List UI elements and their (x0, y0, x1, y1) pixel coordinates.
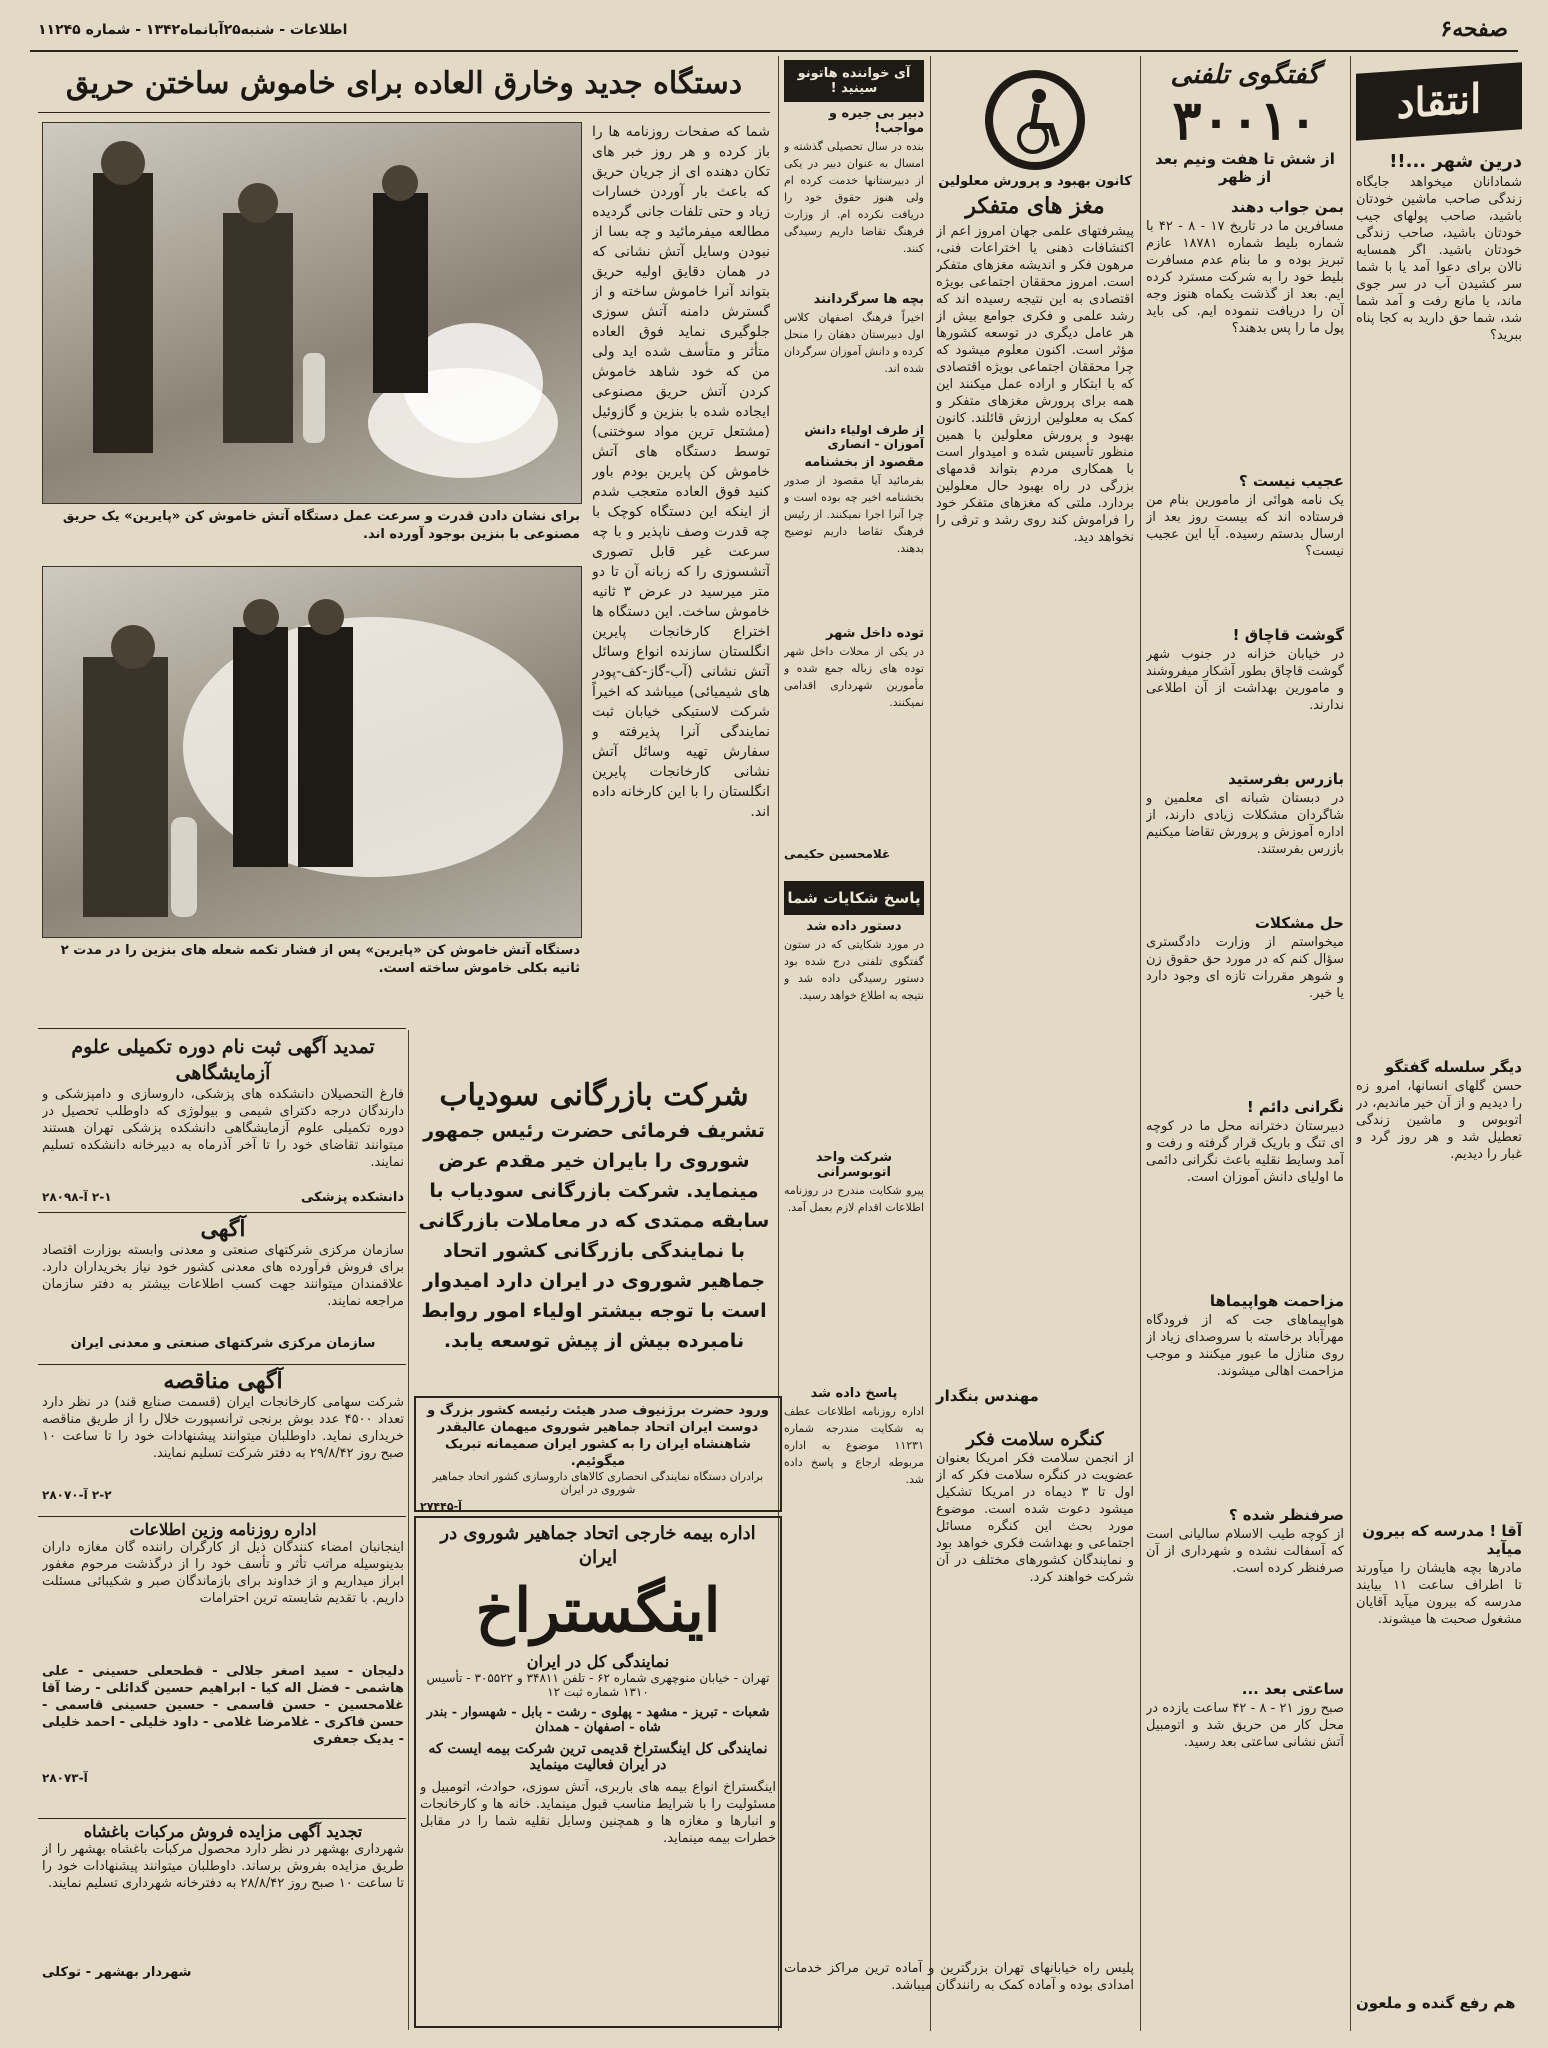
answers-title: پاسخ داده شد (810, 1386, 898, 1401)
tender-title: آگهی مناقصه (163, 1368, 283, 1394)
enteqad-item-title: آقا ! مدرسه که بیرون میآید (1362, 1522, 1522, 1558)
congress-body: از انجمن سلامت فکر امریکا بعنوان عضویت در کنگره سلامت فکر که از اول تا ۳ دیماه در امریکا تشکیل میشود دعوت شده است. موضوع مورد بحث این کنگره مسائل اجتماعی و بهداشت فکری خواهد بود و نمایندگان کشورهای مختلف در آن شرکت خواهند کرد. (936, 1451, 1134, 1585)
main-headline-rule (38, 112, 770, 113)
insurance-address: تهران - خیابان منوچهری شماره ۶۲ - تلفن ۳۴۸۱۱ و ۳۰۵۵۲۲ - تأسیس ۱۳۱۰ شماره ثبت ۱۲ (426, 1671, 770, 1699)
renewal-code: ۲-۱ آ-۲۸۰۹۸ (42, 1190, 112, 1204)
phone-item-text: هواپیماهای جت که از فرودگاه مهرآباد برخاسته با سروصدای زیاد از روی منازل ما عبور میکنند و موجب مزاحمت اهالی میشوند. (1146, 1313, 1344, 1379)
insurance-branches: شعبات - تبریز - مشهد - پهلوی - رشت - بابل - شهسوار - بندر شاه - اصفهان - همدان (426, 1705, 770, 1735)
photo-caption-2: دستگاه آتش خاموش کن «پایرین» پس از فشار تکمه شعله های بنزین را در مدت ۲ ثانیه بکلی خاموش ساخته است. (60, 943, 580, 976)
obituary-names: دلیجان - سید اصغر جلالی - قطحعلی حسینی - علی هاشمی - فضل اله کیا - ابراهیم حسین گدائلی - رضا آقا غلامحسین - حسن قاسمی - حسین حسینی قاسمی - حسن فاکری - غلامرضا غلامی - داود خلیلی - احمد خلیلی - یدیک جعفری (42, 1664, 404, 1747)
intellect-signature: مهندس بنگدار (936, 1387, 1039, 1405)
tender-code: ۲-۲ آ-۲۸۰۷۰ (42, 1488, 112, 1502)
phone-number: ۳۰۰۱۰ (1172, 88, 1318, 152)
obituary-ad (42, 1520, 404, 1787)
wonder-sub-text: اخیراً فرهنگ اصفهان کلاس اول دبیرستان دهقان را منحل کرده و دانش آموزان سرگردان شده اند. (784, 311, 924, 375)
phone-item-title: گوشت قاچاق ! (1232, 626, 1344, 644)
auction-sign: شهردار بهشهر - توکلی (42, 1965, 192, 1980)
column-rule (408, 1030, 409, 2030)
phone-title: گفتگوی تلفنی (1170, 60, 1320, 90)
insurance-brand: اینگستراخ (475, 1576, 721, 1646)
phone-item-text: مسافرین ما در تاریخ ۱۷ - ۸ - ۴۲ با شماره بلیط شماره ۱۸۷۸۱ عازم تبریز بوده و ما بنام عدم مسافرت بلیط خود را به شرکت مسترد کرده ایم. بعد از گذشت یکماه هنوز وجه آن را دریافت ننموده ایم. کی باید پول ما را پس بدهند؟ (1146, 219, 1344, 336)
brezhnev-ad (414, 1396, 782, 1512)
column-rule (930, 56, 931, 2031)
wheelchair-icon (981, 66, 1089, 174)
phone-column (1146, 60, 1344, 2035)
congress-title: کنگره سلامت فکر (966, 1429, 1104, 1450)
notice-title: آگهی (200, 1216, 246, 1242)
phone-item-text: یک نامه هوائی از مامورین بنام من فرستاده اند که بیست روز بعد از ارسال بدستم رسیده. آیا این عجیب نیست؟ (1146, 493, 1344, 559)
soyuz-ad (414, 1076, 774, 1376)
phone-item-title: نگرانی دائم ! (1246, 1098, 1344, 1116)
enteqad-item-title: درین شهر ...!! (1389, 151, 1522, 172)
page-number: صفحه۶ (1440, 16, 1508, 42)
answers-title: دستور داده شد (806, 919, 902, 934)
intellect-org: کانون بهبود و پرورش معلولین (938, 174, 1132, 189)
wonder-sub-title: از طرف اولیاء دانش آموزان - انصاری (804, 423, 924, 451)
phone-item-text: در خیابان خزانه در جنوب شهر گوشت قاچاق بطور آشکار میفروشند و مامورین بهداشت از آن اطلاعی ندارند. (1146, 647, 1344, 713)
enteqad-logo: انتقاد (1356, 62, 1522, 141)
brezhnev-sign: برادران دستگاه نمایندگی انحصاری کالاهای داروسازی کشور اتحاد جماهیر شوروی در ایران (432, 1470, 764, 1496)
obituary-body: اینجانبان امضاء کنندگان ذیل از کارگران راننده گان مغازه داران بدینوسیله مراتب تأثر و تأسف خود را از درگذشت مرحوم مغفور ابراز میداریم و از خداوند برای بازماندگان صبر و شکیبائی مسئلت داریم. با تقدیم شایسته ترین احترامات (42, 1540, 404, 1606)
renewal-ad (42, 1034, 404, 1207)
phone-item-title: بازرس بفرستید (1228, 770, 1344, 788)
phone-item-title: عجیب نیست ؟ (1238, 472, 1344, 490)
obituary-code: آ-۲۸۰۷۳ (42, 1771, 88, 1785)
column-rule (1140, 56, 1141, 2031)
enteqad-item-text: حسن گلهای انسانها، امرو زه را دیدیم و از آن خیر ماندیم، در اتوبوس و ماشین زندگی تعطیل شد و هر روز گرد و غبار را دیدیم. (1356, 1079, 1522, 1162)
brezhnev-code: آ-۲۷۴۴۵ (420, 1500, 462, 1513)
auction-title: تجدید آگهی مزایده فروش مرکبات باغشاه (83, 1822, 363, 1841)
section-rule (38, 1028, 406, 1029)
wonder-sub-text: بنده در سال تحصیلی گذشته و امسال به عنوان دبیر در یکی از دبیرستانها خدمت کرده ام ولی هنوز حقوق خود را دریافت نکرده ام. از وزارت فرهنگ تقاضا داریم رسیدگی کنند. (784, 140, 924, 255)
main-headline: دستگاه جدید وخارق العاده برای خاموش ساختن حریق (65, 66, 743, 101)
renewal-body: فارغ التحصیلان دانشکده های پزشکی، داروسازی و دامپزشکی و دارندگان درجه دکترای شیمی و بیولوژی که داوطلب تحصیل در دوره تکمیلی علوم آزمایشگاهی دانشکده پزشکی تهران هستند میتوانند تقاضای خود را تا آخر آذرماه به دبیرخانه دانشکده تسلیم نمایند. (42, 1087, 404, 1170)
header-rule (30, 50, 1518, 52)
obituary-title: اداره روزنامه وزین اطلاعات (129, 1520, 317, 1539)
auction-ad (42, 1822, 404, 1982)
insurance-rep: نمایندگی کل در ایران (526, 1652, 670, 1671)
wonder-sub-title: دبیر بی جیره و مواجب! (828, 106, 924, 136)
insurance-top: اداره بیمه خارجی اتحاد جماهیر شوروی در ایران (440, 1523, 756, 1568)
intellect-column (936, 60, 1134, 2035)
wonder-header: آی خواننده هاتونو سینید ! (784, 60, 924, 102)
section-rule (38, 1364, 406, 1365)
answers-text: پیرو شکایت مندرج در روزنامه اطلاعات اقدام لازم بعمل آمد. (784, 1184, 924, 1214)
section-rule (38, 1818, 406, 1819)
wonder-sub-title: مقصود از بخشنامه (804, 455, 924, 470)
fire-demo-photo-1 (42, 122, 582, 504)
section-rule (38, 1212, 406, 1213)
tender-ad (42, 1368, 404, 1504)
phone-item-text: در دبستان شبانه ای معلمین و شاگردان مشکلات زیادی دارند، از اداره آموزش و پرورش تقاضا میکنیم بازرس بفرستند. (1146, 791, 1344, 857)
phone-item-title: ساعتی بعد ... (1241, 1680, 1344, 1698)
photo-caption-1: برای نشان دادن قدرت و سرعت عمل دستگاه آتش خاموش کن «پایرین» یک حریق مصنوعی با بنزین بوجود آورده اند. (62, 509, 580, 542)
wonder-sub-title: توده داخل شهر (826, 626, 924, 641)
phone-item-title: حل مشکلات (1254, 914, 1344, 932)
answers-text: اداره روزنامه اطلاعات عطف به شکایت مندرجه شماره ۱۱۲۳۱ موضوع به اداره مربوطه ارجاع و پاسخ داده شد. (784, 1405, 924, 1486)
insurance-ad (414, 1516, 782, 2028)
intellect-title: مغز های متفکر (965, 193, 1105, 219)
section-rule (38, 1516, 406, 1517)
renewal-title: تمدید آگهی ثبت نام دوره تکمیلی علوم آزمایشگاهی (71, 1036, 375, 1084)
notice-ad (42, 1216, 404, 1353)
brezhnev-text: ورود حضرت برژنیوف صدر هیئت رئیسه کشور بزرگ و دوست ایران اتحاد جماهیر شوروی میهمان عالیقدر شاهنشاه ایران را به کشور ایران صمیمانه تبریک میگوئیم. (427, 1403, 769, 1469)
enteqad-item-text: مادرها بچه هایشان را میآورند تا اطراف ساعت ۱۱ بیایند مدرسه که بیرون میآید آقایان مشغول صحبت ها میشوند. (1356, 1561, 1522, 1627)
auction-body: شهرداری بهشهر در نظر دارد محصول مرکبات باغشاه بهشهر را از طریق مزایده بفروش برساند. داوطلبان میتوانند پیشنهادات خود را تا ساعت ۱۰ صبح روز ۲۸/۸/۴۲ به دفترخانه شهرداری تسلیم نمایند. (42, 1842, 404, 1891)
enteqad-item-text: شمادانان میخواهد جایگاه زندگی صاحب ماشین خودتان باشید، صاحب پولهای جیب خودتان باشید، صاحب زندگی خودتان باشید. اگر همسایه نالان برای دعوا آمد یا با شما سر کشیدن آب در سر جوی ماند، یا مانع رفت و آمد شما شد، شما حق دارید به کجا پناه ببرید؟ (1356, 175, 1522, 343)
phone-item-text: دبیرستان دخترانه محل ما در کوچه ای تنگ و باریک قرار گرفته و رفت و آمد وسایط نقلیه باعث نگرانی دائمی ما اولیای دانش آموزان است. (1146, 1119, 1344, 1185)
phone-item-title: مزاحمت هواپیماها (1209, 1292, 1344, 1310)
wonder-column (784, 60, 924, 2035)
bottom-note: پلیس راه خیابانهای تهران بزرگترین و آماده ترین مراکز خدمات امدادی بوده و آماده کمک به رانندگان میباشد. (784, 1961, 1134, 1993)
column-rule (1350, 56, 1351, 2031)
phone-item-text: میخواستم از وزارت دادگستری سؤال کنم که در مورد حق حقوق زن و شوهر مقررات تازه ای وجود دارد یا خیر. (1146, 935, 1344, 1001)
insurance-tagline: نمایندگی کل اینگستراخ قدیمی ترین شرکت بیمه ایست که در ایران فعالیت مینماید (428, 1741, 768, 1773)
wonder-sub-title: بچه ها سرگردانند (813, 292, 924, 307)
phone-item-title: صرفنظر شده ؟ (1228, 1506, 1344, 1524)
insurance-body: اینگستراخ انواع بیمه های باربری، آتش سوزی، حوادث، اتومبیل و مسئولیت را با شرایط مناسب قبول مینماید. خانه ها و کارخانجات و انبارها و مغازه ها و همچنین وسایل نقلیه شما را در مقابل خطرات بیمه مینماید. (420, 1780, 776, 1846)
masthead-line: اطلاعات - شنبه۲۵آبانماه۱۳۴۲ - شماره ۱۱۲۴۵ (38, 22, 348, 38)
answers-box: پاسخ شکایات شما (784, 881, 924, 915)
enteqad-column (1356, 60, 1522, 2035)
phone-item-title: بمن جواب دهند (1231, 198, 1344, 216)
phone-item-text: صبح روز ۲۱ - ۸ - ۴۲ ساعت یازده در محل کار من حریق شد و اتومبیل آتش نشانی ساعتی بعد رسید. (1146, 1701, 1344, 1750)
wonder-sub-text: بفرمائید آیا مقصود از صدور بخشنامه اخیر چه بوده است و چرا آنرا اجرا نمیکنند. از رئیس فرهنگ تقاضا داریم توضیح بدهند. (784, 474, 924, 555)
fire-demo-photo-2 (42, 566, 582, 938)
wonder-sub-text: در یکی از محلات داخل شهر توده های زباله جمع شده و مأمورین شهرداری اقدامی نمیکنند. (784, 645, 924, 709)
enteqad-footer: هم رفع گنده و ملعون (1356, 1994, 1516, 2012)
answers-text: در مورد شکایتی که در ستون گفتگوی تلفنی درج شده بود دستور رسیدگی داده شد و نتیجه به اطلاع خواهد رسید. (784, 938, 924, 1002)
main-story-body: شما که صفحات روزنامه ها را باز کرده و هر روز خبر های تکان دهنده ای از جریان حریق که باعث بار آوردن خسارات زیاد و حتی تلفات جانی گردیده مطالعه میفرمائید و چه بسا از نبودن وسایل آتش نشانی که در همان دقایق اولیه حریق بتواند آنرا خاموش ساخته و از گسترش دامنه آتش سوزی جلوگیری نماید فوق العاده متأثر و متأسف شده اید ولی من که خود شاهد خاموش کردن آتش حریق مصنوعی ایجاده شده با بنزین و گازوئیل (مشتعل ترین مواد سوختنی) توسط دستگاه های آتش خاموش کن پایرین بودم باور کنید فوق العاده متعجب شدم از اینکه این دستگاه کوچک با چه قدرت وصف ناپذیر و با چه سرعت غیر قابل تصوری آتشسوزی را که زبانه آن تا دو متر میرسید در عرض ۳ ثانیه خاموش ساخت. این دستگاه ها اختراع کارخانجات پایرین انگلستان سازنده انواع وسائل آتش نشانی (آب-گاز-کف-پودر های شیمیائی) میباشد که اخیراً شرکت لاستیکی خیابان ثبت نمایندگی آنرا پذیرفته و سفارش تهیه وسائل آتش نشانی کارخانجات پایرین انگلستان را با این کارخانه داده اند. (592, 124, 770, 820)
notice-body: سازمان مرکزی شرکتهای صنعتی و معدنی وابسته بوزارت اقتصاد برای فروش فرآورده های معدنی کشور خود نیاز بخریداران دارد. علاقمندان میتوانند جهت کسب اطلاعات بیشتر به دفتر سازمان مراجعه نمایند. (42, 1243, 404, 1309)
notice-sign: سازمان مرکزی شرکتهای صنعتی و معدنی ایران (70, 1336, 376, 1351)
answers-title: شرکت واحد اتوبوسرانی (815, 1150, 893, 1180)
renewal-sign: دانشکده پزشکی (301, 1190, 404, 1205)
soyuz-body: تشریف فرمائی حضرت رئیس جمهور شوروی را بایران خیر مقدم عرض مینماید. شرکت بازرگانی سودیاب با سابقه ممتدی که در معاملات بازرگانی با نمایندگی بازرگانی کشور اتحاد جماهیر شوروی در ایران دارد امیدوار است با توجه بیشتر اولیاء امور روابط نامبرده بیش از پیش توسعه یابد. (418, 1120, 770, 1352)
phone-hours: از شش تا هفت ونیم بعد از ظهر (1155, 150, 1335, 186)
tender-body: شرکت سهامی کارخانجات ایران (قسمت صنایع قند) در نظر دارد تعداد ۴۵۰۰ عدد بوش برنجی ترانسپورت خلال را از طریق مناقصه خریداری نماید. داوطلبان میتوانند پیشنهادات خود را تا ساعت ۱۰ صبح روز ۲۹/۸/۴۲ به دفتر شرکت تسلیم نمایند. (42, 1395, 404, 1461)
intellect-body: پیشرفتهای علمی جهان امروز اعم از اکتشافات ذهنی یا اختراعات فنی، مرهون فکر و اندیشه مغزهای متفکر است. امروز محققان اجتماعی بویژه اقتصادی به این نتیجه رسیده اند که رشد علمی و فکری جوامع بیش از هر عامل دیگری در توسعه کشورها مؤثر است. اکنون معلوم میشود که چرا محققان اجتماعی بویژه اقتصادی که با ابتکار و اراده عمل میکنند این همه برای پرورش مغزهای متفکر و کمک به معلولین ارزش قائلند. کانون بهبود و پرورش معلولین با همین منظور تأسیس شده و امیدوار است با همکاری مردم بتواند قدمهای بزرگی در راه بهبود حال معلولین بردارد. ملتی که مغزهای متفکر خود را فراموش کند روی رشد و ترقی را نخواهد دید. (936, 224, 1134, 545)
soyuz-title: شرکت بازرگانی سودیاب (439, 1078, 749, 1113)
phone-item-text: از کوچه طیب الاسلام سالیانی است که آسفالت نشده و شهرداری از آن صرفنظر کرده است. (1146, 1527, 1344, 1576)
wonder-sub-title: غلامحسین حکیمی (784, 847, 891, 861)
enteqad-item-title: دیگر سلسله گفتگو (1385, 1058, 1522, 1076)
